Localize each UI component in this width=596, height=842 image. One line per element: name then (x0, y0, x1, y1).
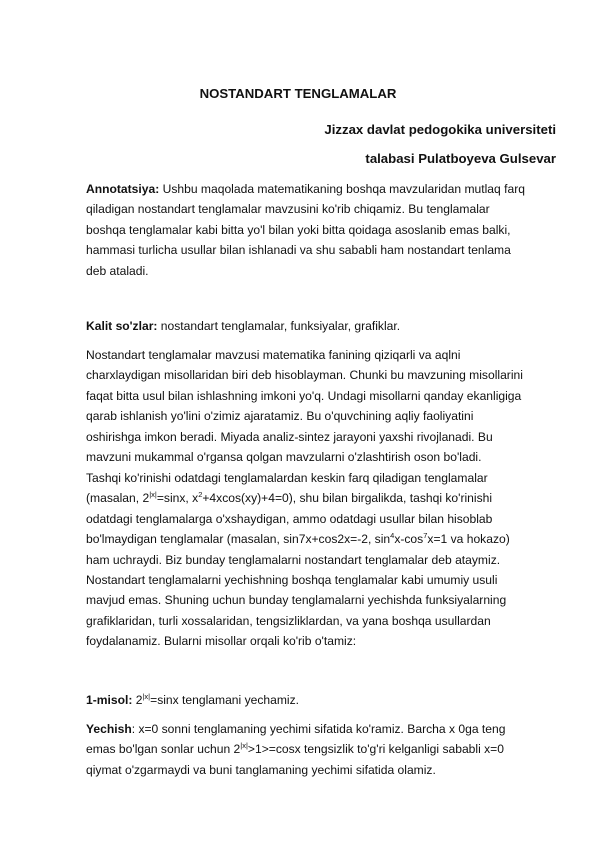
text-fragment: x=1 va hokazo) (427, 532, 510, 547)
body-paragraph-2 (86, 468, 546, 652)
paragraph-line-with-formula (86, 529, 546, 549)
keywords-paragraph (86, 316, 546, 336)
annotation-line: deb ataladi. (86, 263, 149, 278)
paragraph-line: Tashqi ko'rinishi odatdagi tenglamalardan keskin farq qiladigan tenglamalar (86, 471, 488, 485)
paragraph-line: ham uchraydi. Biz bunday tenglamalarni nostandart tenglamalar deb ataymiz. (86, 552, 501, 567)
body-paragraph-1 (86, 345, 546, 467)
annotation-line: hammasi turlicha usullar bilan ishlanadi va shu sababli ham nostandart tenlama (86, 243, 511, 258)
paragraph-line: oshirishga imkon beradi. Miyada analiz-sintez jarayoni yaxshi rivojlanadi. Bu (86, 429, 493, 444)
paragraph-line: faqat bitta usul bilan ishlashning imkoni yo'q. Undagi misollarni qanday ekanligiga (86, 388, 522, 403)
paragraph-line: qarab ishlanish yo'lini o'zimiz ajaratamiz. Bu o'quvchining aqliy faoliyatini (86, 409, 474, 424)
solution-paragraph (86, 719, 546, 780)
text-fragment: +4xcos(xy)+4=0), shu bilan birgalikda, tashqi ko'rinishi (202, 491, 493, 506)
text-fragment: (masalan, 2 (86, 491, 150, 506)
paragraph-line: Nostandart tenglamalarni yechishning boshqa tenglamalar kabi umumiy usuli (86, 573, 498, 588)
text-fragment: : x=0 sonni tenglamaning yechimi sifatida ko'ramiz. Barcha x 0ga teng (131, 722, 506, 736)
superscript: |x| (142, 692, 151, 701)
text-fragment: bo'lmaydigan tenglamalar (masalan, sin7x+cos2x=-2, sin (86, 532, 391, 547)
superscript: 2 (198, 490, 203, 500)
university-line: Jizzax davlat pedogokika universiteti (324, 122, 556, 137)
keywords-label: Kalit so'zlar: (86, 319, 158, 333)
paragraph-line: Nostandart tenglamalar mavzusi matematika fanining qiziqarli va aqlni (86, 348, 461, 362)
paragraph-line: odatdagi tenglamalarga o'xshaydigan, ammo odatdagi usullar bilan hisoblab (86, 511, 493, 526)
text-fragment: >1>=cosx tengsizlik to'g'ri kelganligi sababli x=0 (247, 742, 504, 757)
paragraph-line: foydalanamiz. Bularni misollar orqali ko'rib o'tamiz: (86, 634, 357, 649)
example-1-paragraph (86, 690, 546, 710)
paragraph-line: charxlaydigan misollaridan biri deb hisoblayman. Chunki bu mavzuning misollarini (86, 368, 523, 383)
annotation-label: Annotatsiya: (86, 182, 160, 196)
page-title: NOSTANDART TENGLAMALAR (199, 86, 397, 101)
annotation-paragraph (86, 179, 546, 281)
annotation-line: boshqa tenglamalar kabi bitta yo'l bilan yoki bitta qoidaga asoslanib emas balki, (86, 222, 511, 237)
superscript: 4 (390, 531, 395, 541)
annotation-line: Ushbu maqolada matematikaning boshqa mavzularidan mutlaq farq (159, 182, 525, 196)
keywords-text: nostandart tenglamalar, funksiyalar, grafiklar. (157, 319, 401, 333)
paragraph-line: mavzuni mukammal o'rgansa qolgan mavzularni o'zlashtirish oson bo'ladi. (86, 450, 482, 465)
example-label: 1-misol: (86, 693, 133, 707)
text-fragment: =sinx tenglamani yechamiz. (150, 693, 300, 707)
superscript: |x| (149, 490, 157, 500)
paragraph-line: grafiklaridan, turli xossalaridan, tengsizliklardan, va yana boshqa usullardan (86, 613, 491, 628)
paragraph-line: mavjud emas. Shuning uchun bunday tenglamalarni yechishda funksiyalarning (86, 593, 507, 608)
superscript: |x| (240, 741, 248, 751)
text-fragment: 2 (132, 693, 143, 707)
text-fragment: x-cos (394, 532, 424, 547)
paragraph-line-with-formula (86, 739, 546, 759)
author-line: talabasi Pulatboyeva Gulsevar (365, 151, 556, 166)
paragraph-line: qiymat o'zgarmaydi va buni tanglamaning yechimi sifatida olamiz. (86, 762, 436, 777)
text-fragment: emas bo'lgan sonlar uchun 2 (86, 742, 241, 757)
paragraph-line-with-formula (86, 488, 546, 508)
text-fragment: =sinx, x (156, 491, 199, 506)
superscript: 7 (423, 531, 428, 541)
annotation-line: qiladigan nostandart tenglamalar mavzusini ko'rib chiqamiz. Bu tenglamalar (86, 202, 490, 217)
solution-label: Yechish (86, 722, 132, 736)
